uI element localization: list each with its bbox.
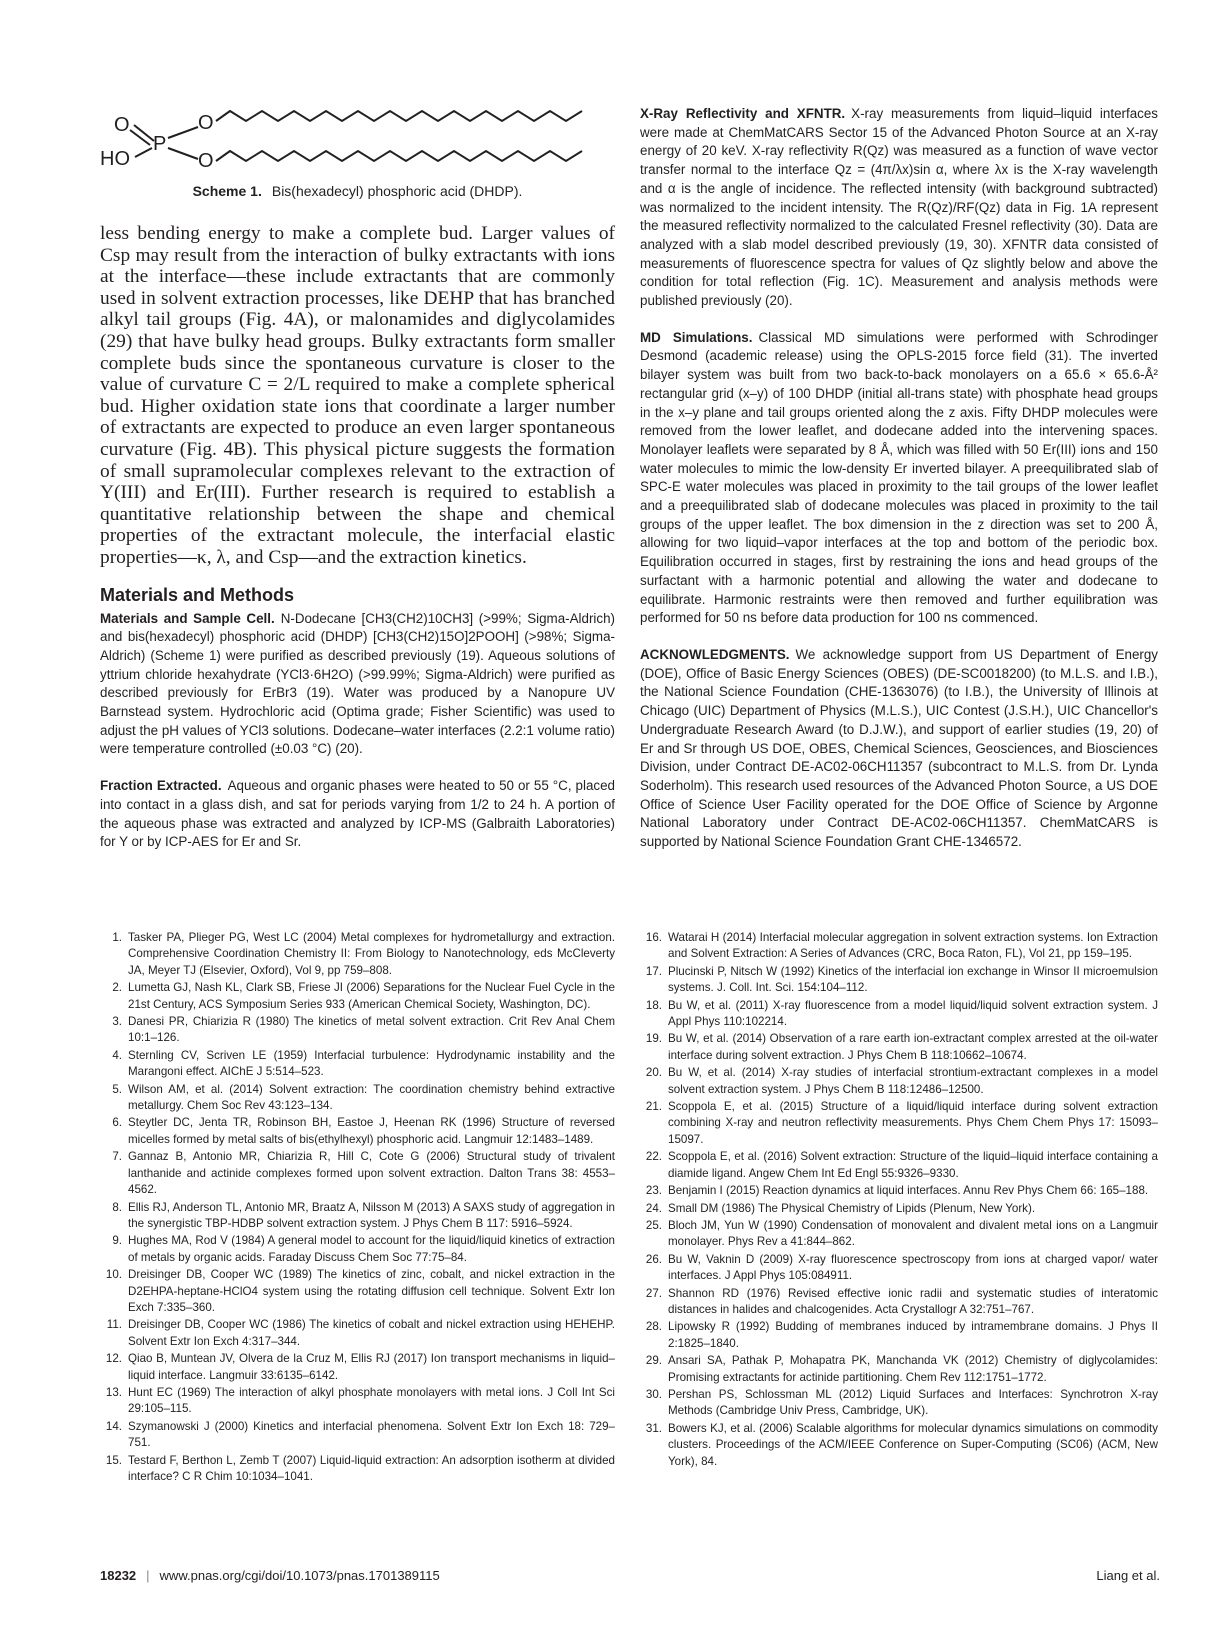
reference-text: Watarai H (2014) Interfacial molecular aggregation in solvent extraction systems. Ion Extraction and Solvent Extraction: A Series of Advances (CRC, Boca Raton, FL), Vol 21, pp 159–195. — [668, 931, 1158, 961]
reference-item — [640, 1353, 1158, 1386]
reference-number: 28. — [645, 1320, 662, 1334]
references-right — [640, 930, 1158, 1471]
right-column — [640, 105, 1158, 870]
atom-phosphorus: P — [153, 133, 167, 155]
reference-number: 31. — [645, 1421, 662, 1435]
reference-text: Benjamin I (2015) Reaction dynamics at liquid interfaces. Annu Rev Phys Chem 66: 165–188. — [668, 1184, 1149, 1198]
reference-number: 22. — [645, 1150, 662, 1164]
reference-item — [640, 1183, 1158, 1199]
reference-item — [100, 1200, 615, 1233]
reference-item — [640, 1421, 1158, 1470]
reference-text: Dreisinger DB, Cooper WC (1989) The kinetics of zinc, cobalt, and nickel extraction in the D2EHPA-heptane-HClO4 system using the rotating diffusion cell technique. Solvent Extr Ion Exch 7:335–360. — [128, 1268, 615, 1314]
md-text: Classical MD simulations were performed with Schrodinger Desmond (academic release) using the OPLS-2015 force field (31). The inverted bilayer system was built from two back-to-back monolayers on a 65.6 × 65.6-Å² rectangular grid (x–y) of 100 DHDP (initial all-trans state) with phosphate head groups in the x–y plane and tail groups oriented along the z axis. Fifty DHDP molecules were removed from the lower leaflet, and dodecane added into the intervening spaces. Monolayer leaflets were separated by 8 Å, which was filled with 50 Er(III) ions and 150 water molecules to mimic the low-density Er inverted bilayer. A preequilibrated slab of SPC-E water molecules was placed in proximity to the tail groups of the lower leaflet and a preequilibrated slab of dodecane molecules was placed in proximity to the tail groups of the upper leaflet. The box dimension in the z direction was set to 200 Å, allowing for two liquid–vapor interfaces at the top and bottom of the periodic box. Equilibration occurred in stages, first by restraining the ions and head groups of the surfactant with a harmonic potential and allowing the water and dodecane to equilibrate. Harmonic restraints were then removed and further equilibration was performed for 50 ns before data production for 100 ns commenced. — [640, 329, 1158, 626]
reference-number: 23. — [645, 1184, 662, 1198]
reference-item — [640, 1031, 1158, 1064]
reference-item — [640, 1319, 1158, 1352]
reference-text: Small DM (1986) The Physical Chemistry of Lipids (Plenum, New York). — [668, 1201, 1036, 1215]
reference-item — [100, 1082, 615, 1115]
reference-item — [100, 1048, 615, 1081]
reference-text: Pershan PS, Schlossman ML (2012) Liquid Surfaces and Interfaces: Synchrotron X-ray Methods (Cambridge Univ Press, Cambridge, UK). — [668, 1387, 1158, 1418]
reference-text: Bu W, et al. (2011) X-ray fluorescence from a model liquid/liquid solvent extraction system. J Appl Phys 110:102214. — [668, 998, 1158, 1029]
reference-text: Plucinski P, Nitsch W (1992) Kinetics of the interfacial ion exchange in Winsor II microemulsion systems. J. Coll. Int. Sci. 154:104–112. — [668, 964, 1158, 995]
acknowledgments-text: We acknowledge support from US Department of Energy (DOE), Office of Basic Energy Sciences (OBES) (DE-SC0018200) (to M.L.S. and I.B.), the National Science Foundation (CHE-1363076) (to I.B.), the University of Illinois at Chicago (UIC) Department of Physics (M.L.S.), UIC Contest (J.S.H.), UIC Chancellor's Undergraduate Research Award (to D.J.W.), and support of earlier studies (19, 20) of Er and Sr through US DOE, OBES, Chemical Sciences, Geosciences, and Biosciences Division, under Contract DE-AC02-06CH11357 (subcontract to M.L.S. from Dr. Lynda Soderholm). This research used resources of the Advanced Photon Source, a US DOE Office of Science User Facility operated for the DOE Office of Science by Argonne National Laboratory under Contract DE-AC02-06CH11357. ChemMatCARS is supported by National Science Foundation Grant CHE-1346572. — [640, 646, 1158, 850]
reference-item — [100, 1317, 615, 1350]
reference-number: 13. — [105, 1385, 122, 1399]
footer-separator: | — [146, 1568, 150, 1583]
reference-item — [640, 1099, 1158, 1148]
reference-text: Danesi PR, Chiarizia R (1980) The kinetics of metal solvent extraction. Crit Rev Anal Chem 10:1–126. — [128, 1015, 615, 1045]
reference-text: Bloch JM, Yun W (1990) Condensation of monovalent and divalent metal ions on a Langmuir monolayer. Phys Rev a 41:844–862. — [668, 1218, 1158, 1249]
reference-number: 7. — [112, 1150, 122, 1164]
reference-number: 27. — [645, 1286, 662, 1300]
footer-authors: Liang et al. — [1096, 1568, 1160, 1583]
reference-number: 29. — [645, 1354, 662, 1368]
acknowledgments-paragraph — [640, 646, 1158, 852]
reference-item — [640, 1252, 1158, 1285]
references-left — [100, 930, 615, 1486]
page-footer — [100, 1568, 1160, 1583]
reference-item — [640, 998, 1158, 1031]
page-number: 18232 — [100, 1568, 137, 1583]
scheme-caption — [100, 183, 615, 199]
reference-number: 5. — [112, 1082, 122, 1096]
reference-item — [640, 1149, 1158, 1182]
reference-text: Bu W, Vaknin D (2009) X-ray fluorescence spectroscopy from ions at charged vapor/ water interfaces. J Appl Phys 105:084911. — [668, 1252, 1158, 1283]
reference-number: 2. — [112, 981, 122, 995]
materials-text: N-Dodecane [CH3(CH2)10CH3] (>99%; Sigma-Aldrich) and bis(hexadecyl) phosphoric acid (DHDP) [CH3(CH2)15O]2POOH] (>98%; Sigma-Aldrich) (Scheme 1) were purified as described previously (19). Aqueous solutions of yttrium chloride hexahydrate (YCl3·6H2O) (>99.99%; Sigma-Aldrich) were purified as described previously for ErBr3 (19). Water was produced by a Nanopure UV Barnstead system. Hydrochloric acid (Optima grade; Fisher Scientific) was used to adjust the pH values of YCl3 solutions. Dodecane–water interfaces (2.2:1 volume ratio) were temperature controlled (±0.03 °C) (20). — [100, 610, 615, 757]
reference-text: Ellis RJ, Anderson TL, Antonio MR, Braatz A, Nilsson M (2013) A SAXS study of aggregation in the synergistic TBP-HDBP solvent extraction system. J Phys Chem B 117: 5916–5924. — [128, 1200, 615, 1230]
reference-text: Steytler DC, Jenta TR, Robinson BH, Eastoe J, Heenan RK (1996) Structure of reversed micelles formed by metal salts of bis(ethylhexyl) phosphoric acid. Langmuir 12:1483–1489. — [128, 1116, 615, 1146]
reference-text: Scoppola E, et al. (2015) Structure of a liquid/liquid interface during solvent extraction combining X-ray and neutron reflectivity measurements. Phys Chem Chem Phys 17: 15093–15097. — [668, 1100, 1158, 1146]
reference-item — [100, 1115, 615, 1148]
reference-item — [100, 1014, 615, 1047]
reference-text: Gannaz B, Antonio MR, Chiarizia R, Hill C, Cote G (2006) Structural study of trivalent lanthanide and actinide complexes formed upon solvent extraction. Dalton Trans 38: 4553–4562. — [128, 1150, 615, 1197]
materials-heading: Materials and Sample Cell. — [100, 610, 275, 626]
xray-paragraph — [640, 105, 1158, 311]
materials-paragraph — [100, 610, 615, 760]
reference-text: Qiao B, Muntean JV, Olvera de la Cruz M, Ellis RJ (2017) Ion transport mechanisms in liquid–liquid interface. Langmuir 33:6135–6142. — [128, 1352, 615, 1382]
reference-item — [100, 1453, 615, 1486]
reference-text: Dreisinger DB, Cooper WC (1986) The kinetics of cobalt and nickel extraction using HEHEHP. Solvent Extr Ion Exch 4:317–344. — [128, 1318, 615, 1348]
reference-number: 18. — [645, 998, 662, 1012]
reference-text: Tasker PA, Plieger PG, West LC (2004) Metal complexes for hydrometallurgy and extraction. Comprehensive Coordination Chemistry II: From Biology to Nanotechnology, eds McCleverty JA, Meyer TJ (Elsevier, Oxford), Vol 9, pp 759–808. — [128, 931, 615, 977]
scheme-1-structure — [100, 105, 615, 175]
reference-text: Lipowsky R (1992) Budding of membranes induced by intramembrane domains. J Phys II 2:1825–1840. — [668, 1320, 1158, 1350]
atom-oxygen-ester-1: O — [198, 112, 214, 134]
reference-item — [640, 930, 1158, 963]
reference-item — [640, 964, 1158, 997]
reference-text: Shannon RD (1976) Revised effective ionic radii and systematic studies of interatomic distances in halides and chalcogenides. Acta Crystallogr A 32:751–767. — [668, 1286, 1158, 1316]
md-heading: MD Simulations. — [640, 329, 753, 345]
intro-paragraph: less bending energy to make a complete bud. Larger values of Csp may result from the interaction of bulky extractants with ions at the interface—these include extractants that are commonly used in solvent extraction processes, like DEHP that has branched alkyl tail groups (Fig. 4A), or malonamides and diglycolamides (29) that have bulky head groups. Bulky extractants form smaller complete buds since the spontaneous curvature is closer to the value of curvature C = 2/L required to make a complete spherical bud. Higher oxidation state ions that coordinate a larger number of extractants are expected to produce an even larger spontaneous curvature (Fig. 4B). This physical picture suggests the formation of small supramolecular complexes relevant to the extraction of Y(III) and Er(III). Further research is required to establish a quantitative relationship between the shape and chemical properties of the extractant molecule, the interfacial elastic properties—κ, λ, and Csp—and the extraction kinetics. — [100, 223, 615, 568]
reference-item — [100, 980, 615, 1013]
reference-number: 6. — [112, 1116, 122, 1130]
reference-text: Testard F, Berthon L, Zemb T (2007) Liquid-liquid extraction: An adsorption isotherm at divided interface? C R Chim 10:1034–1041. — [128, 1453, 615, 1483]
reference-number: 9. — [112, 1234, 122, 1248]
reference-number: 19. — [645, 1032, 662, 1046]
reference-number: 4. — [112, 1048, 122, 1062]
reference-text: Scoppola E, et al. (2016) Solvent extraction: Structure of the liquid–liquid interface containing a diamide ligand. Angew Chem Int Ed Engl 55:9326–9330. — [668, 1150, 1158, 1180]
reference-text: Wilson AM, et al. (2014) Solvent extraction: The coordination chemistry behind extractive metallurgy. Chem Soc Rev 43:123–134. — [128, 1082, 615, 1113]
section-title: Materials and Methods — [100, 584, 295, 605]
reference-number: 16. — [645, 931, 662, 944]
reference-number: 1. — [112, 931, 122, 944]
reference-number: 24. — [645, 1201, 662, 1215]
reference-item — [100, 930, 615, 979]
reference-number: 10. — [105, 1268, 122, 1282]
xray-heading: X-Ray Reflectivity and XFNTR. — [640, 106, 846, 121]
scheme-caption-label: Scheme 1. — [192, 183, 262, 199]
reference-text: Lumetta GJ, Nash KL, Clark SB, Friese JI (2006) Separations for the Nuclear Fuel Cycle in the 21st Century, ACS Symposium Series 933 (American Chemical Society, Washington, DC). — [128, 981, 615, 1011]
acknowledgments-heading: ACKNOWLEDGMENTS. — [640, 646, 790, 662]
reference-number: 8. — [112, 1200, 122, 1214]
reference-text: Sternling CV, Scriven LE (1959) Interfacial turbulence: Hydrodynamic instability and the Marangoni effect. AIChE J 5:514–523. — [128, 1048, 615, 1079]
reference-item — [100, 1233, 615, 1266]
reference-number: 15. — [105, 1453, 122, 1467]
reference-text: Bu W, et al. (2014) Observation of a rare earth ion-extractant complex arrested at the oil-water interface during solvent extraction. J Phys Chem B 118:10662–10674. — [668, 1032, 1158, 1062]
reference-text: Hunt EC (1969) The interaction of alkyl phosphate monolayers with metal ions. J Coll Int Sci 29:105–115. — [128, 1385, 615, 1416]
xray-text: X-ray measurements from liquid–liquid interfaces were made at ChemMatCARS Sector 15 of the Advanced Photon Source at an X-ray energy of 20 keV. X-ray reflectivity R(Qz) was measured as a function of wave vector transfer normal to the interface Qz = (4π/λx)sin α, where λx is the X-ray wavelength and α is the angle of incidence. The reflected intensity (with background subtracted) was normalized to the incident intensity. The R(Qz)/RF(Qz) data in Fig. 1A represent the measured reflectivity normalized to the calculated Fresnel reflectivity (30). Data are analyzed with a slab model described previously (19, 30). XFNTR data consisted of measurements of fluorescence spectra for values of Qz slightly below and above the condition for total reflection (Fig. 1C). Measurement and analysis methods were published previously (20). — [640, 106, 1158, 309]
reference-item — [100, 1385, 615, 1418]
reference-text: Bowers KJ, et al. (2006) Scalable algorithms for molecular dynamics simulations on commodity clusters. Proceedings of the ACM/IEEE Conference on Super-Computing (SC06) (ACM, New York), 84. — [668, 1421, 1158, 1468]
fraction-heading: Fraction Extracted. — [100, 778, 222, 794]
fraction-paragraph — [100, 777, 615, 852]
dhdp-structure-diagram — [100, 105, 590, 175]
reference-number: 25. — [645, 1218, 662, 1232]
reference-text: Hughes MA, Rod V (1984) A general model to account for the liquid/liquid kinetics of extraction of metals by organic acids. Faraday Discuss Chem Soc 77:75–84. — [128, 1234, 615, 1264]
reference-number: 3. — [112, 1015, 122, 1029]
fraction-text: Aqueous and organic phases were heated to 50 or 55 °C, placed into contact in a glass dish, and sat for periods varying from 1/2 to 24 h. A portion of the aqueous phase was extracted and analyzed by ICP-MS (Galbraith Laboratories) for Y or by ICP-AES for Er and Sr. — [100, 778, 616, 850]
reference-item — [640, 1065, 1158, 1098]
reference-item — [100, 1419, 615, 1452]
md-paragraph — [640, 329, 1158, 628]
reference-item — [640, 1286, 1158, 1319]
reference-number: 11. — [106, 1318, 122, 1332]
doi-link[interactable]: www.pnas.org/cgi/doi/10.1073/pnas.1701389115 — [159, 1568, 440, 1583]
reference-number: 14. — [105, 1419, 122, 1433]
atom-oxygen-double: O — [114, 114, 130, 136]
reference-item — [640, 1218, 1158, 1251]
reference-number: 17. — [645, 964, 662, 978]
reference-item — [100, 1267, 615, 1316]
atom-oxygen-ester-2: O — [198, 150, 214, 172]
reference-item — [640, 1387, 1158, 1420]
reference-number: 12. — [105, 1352, 122, 1366]
reference-text: Ansari SA, Pathak P, Mohapatra PK, Manchanda VK (2012) Chemistry of diglycolamides: Promising extractants for actinide partitioning. Chem Rev 112:1751–1772. — [668, 1354, 1158, 1384]
reference-number: 21. — [645, 1100, 662, 1114]
reference-text: Bu W, et al. (2014) X-ray studies of interfacial strontium-extractant complexes in a model solvent extraction system. J Phys Chem B 118:12486–12500. — [668, 1066, 1158, 1096]
reference-item — [640, 1201, 1158, 1217]
reference-text: Szymanowski J (2000) Kinetics and interfacial phenomena. Solvent Extr Ion Exch 18: 729–751. — [128, 1419, 615, 1450]
atom-hydroxyl: HO — [100, 148, 130, 170]
reference-number: 30. — [645, 1387, 662, 1401]
reference-item — [100, 1351, 615, 1384]
reference-item — [100, 1149, 615, 1198]
left-column — [100, 105, 615, 870]
scheme-caption-text: Bis(hexadecyl) phosphoric acid (DHDP). — [271, 183, 523, 199]
reference-number: 20. — [645, 1066, 662, 1080]
reference-number: 26. — [645, 1252, 662, 1266]
